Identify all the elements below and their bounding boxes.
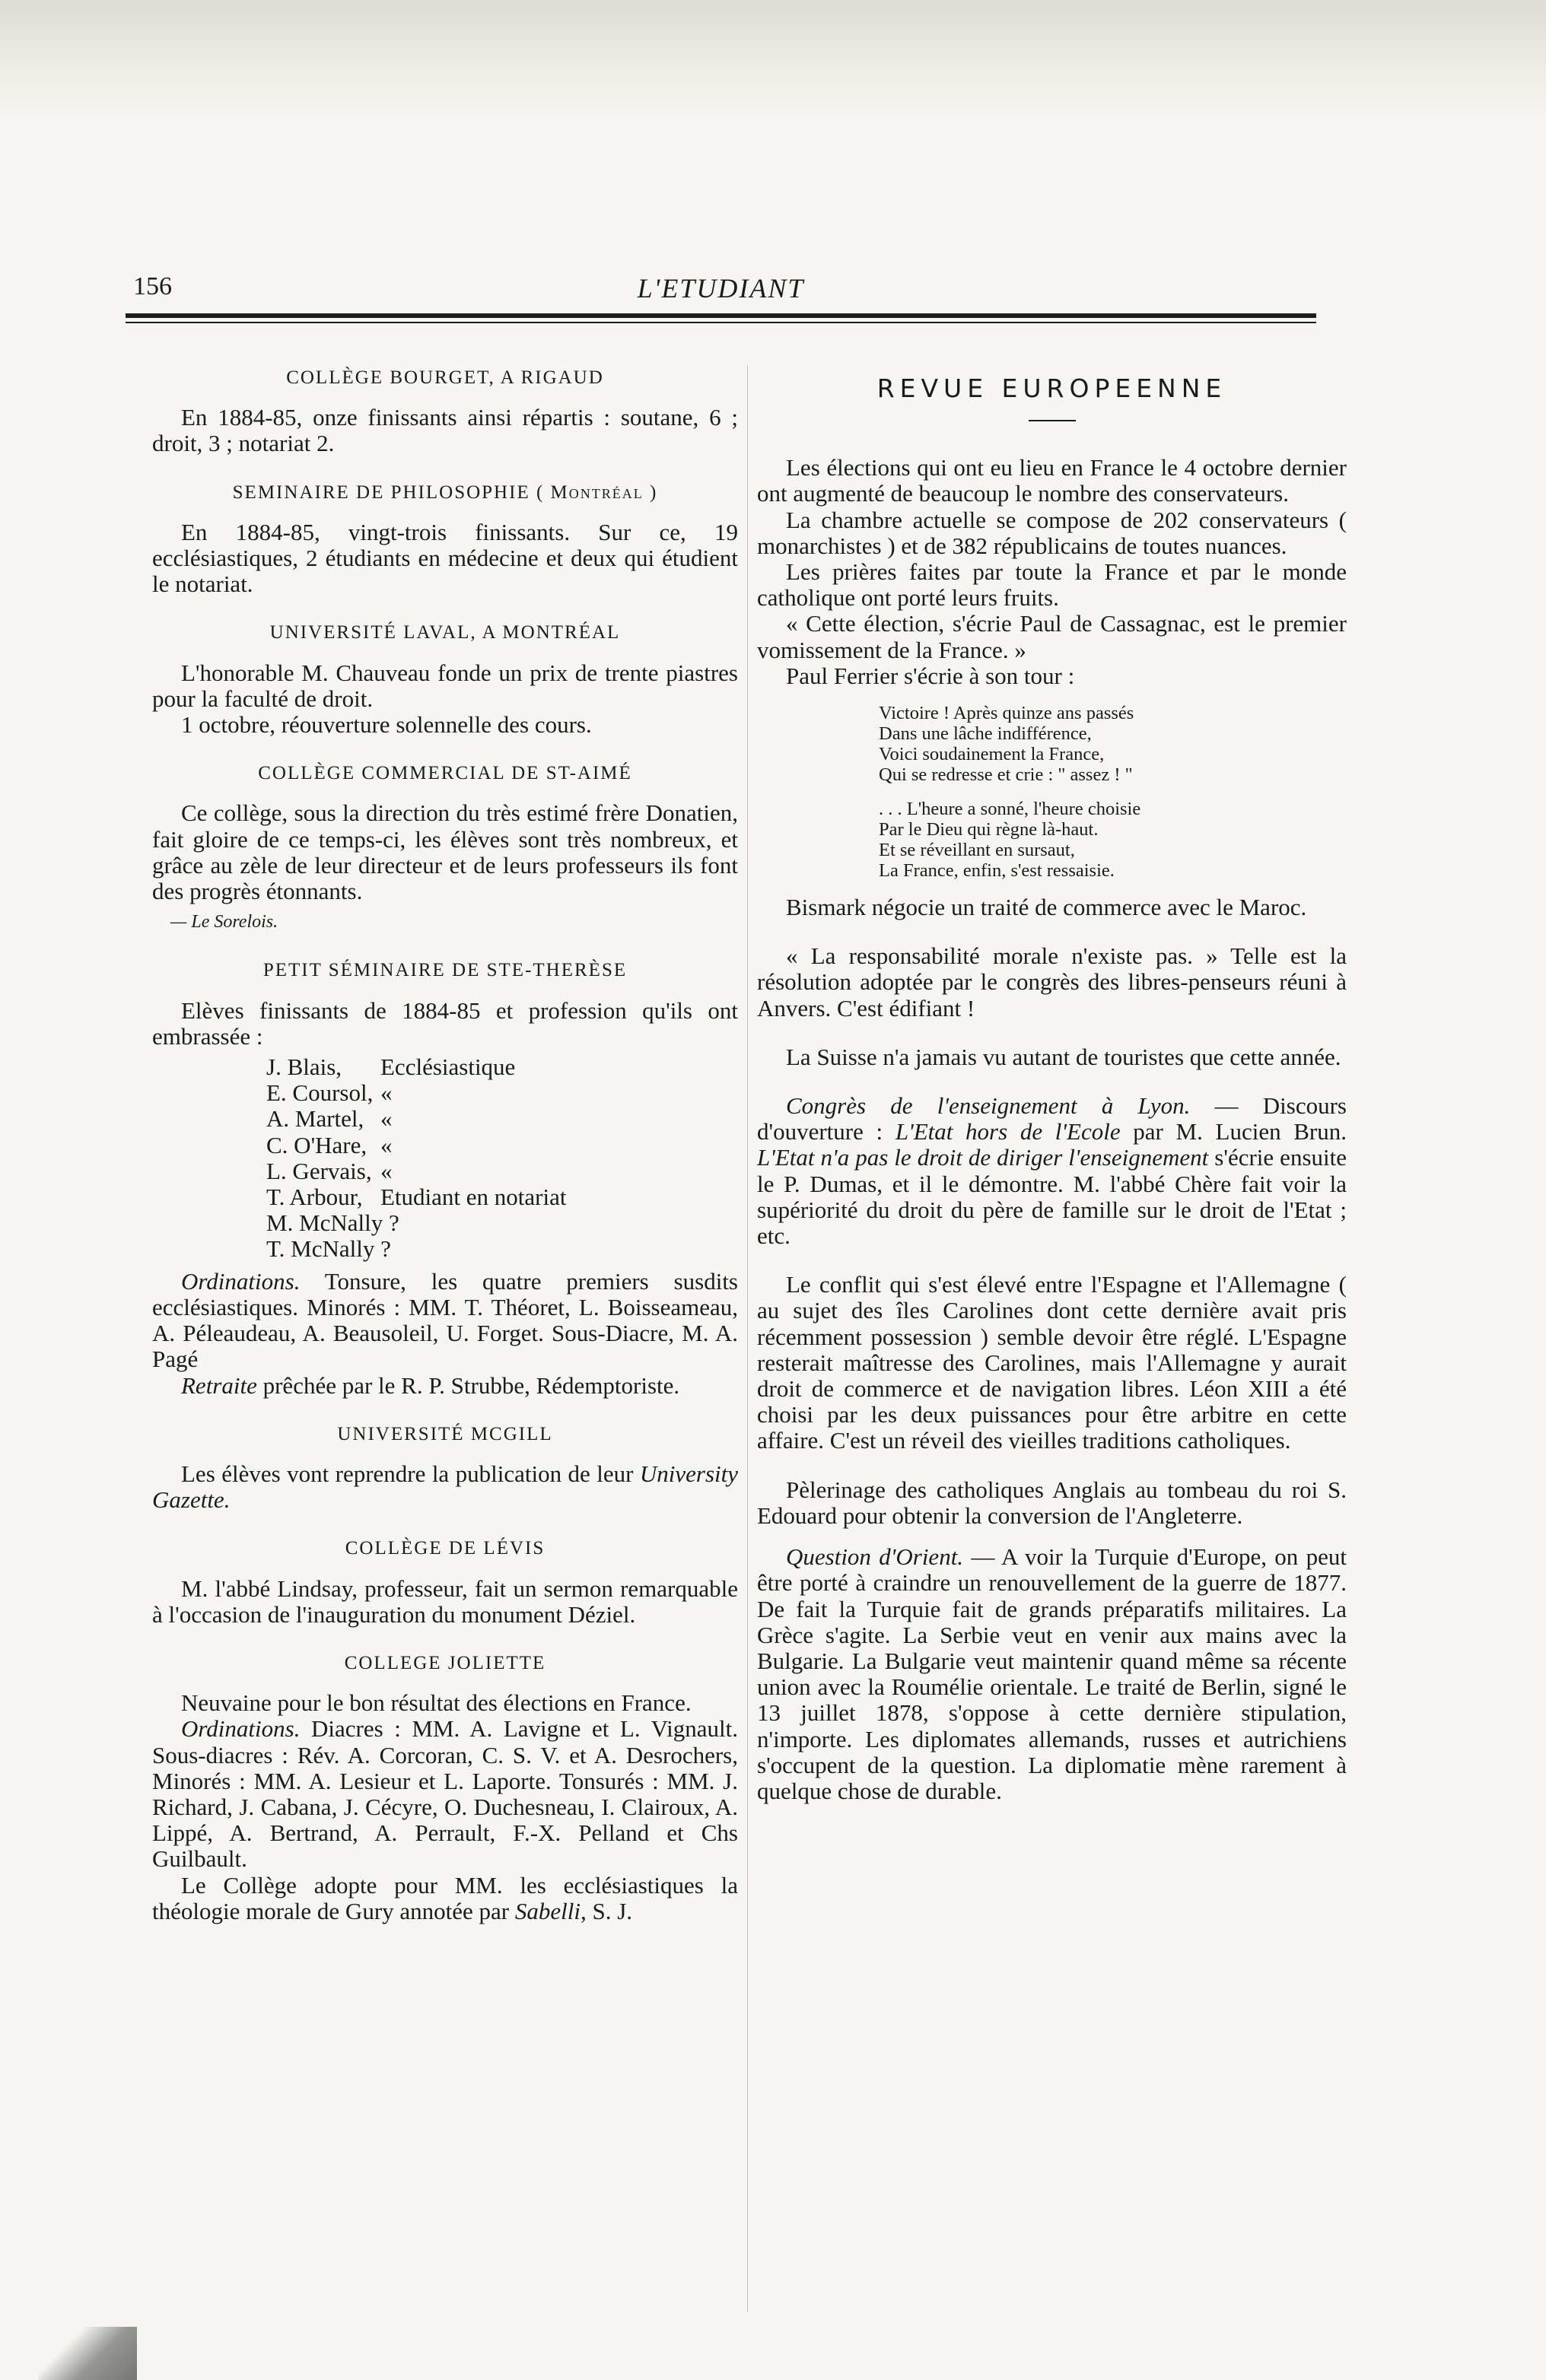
poem-line: Voici soudainement la France, [879, 744, 1105, 765]
section-heading: COLLÈGE BOURGET, A RIGAUD [286, 367, 604, 388]
paragraph: La Suisse n'a jamais vu autant de touristes que cette année. [786, 1043, 1341, 1070]
paragraph: Pèlerinage des catholiques Anglais au tombeau du roi S. Edouard pour obtenir la conversion de l'Angleterre. [757, 1476, 1347, 1529]
poem-line: Qui se redresse et crie : " assez ! " [879, 764, 1133, 786]
graduate-row: T. McNally ? [266, 1235, 391, 1263]
paragraph: En 1884-85, onze finissants ainsi répartis : soutane, 6 ; droit, 3 ; notariat 2. [152, 404, 738, 457]
paragraph: M. l'abbé Lindsay, professeur, fait un sermon remarquable à l'occasion de l'inauguration du monument Déziel. [152, 1574, 738, 1628]
source-credit: — Le Sorelois. [170, 912, 278, 933]
title-rule [1029, 420, 1076, 421]
poem-line: Par le Dieu qui règne là-haut. [879, 819, 1099, 840]
page-number: 156 [133, 272, 172, 300]
paragraph: Paul Ferrier s'écrie à son tour : [786, 662, 1075, 689]
paragraph: 1 octobre, réouverture solennelle des cours. [181, 711, 592, 739]
graduate-row: J. Blais, Ecclésiastique [266, 1053, 516, 1081]
page-top-stain [0, 0, 1546, 122]
poem-line: Victoire ! Après quinze ans passés [879, 703, 1134, 724]
poem-line: Et se réveillant en sursaut, [879, 840, 1075, 861]
section-heading: PETIT SÉMINAIRE DE STE-THERÈSE [262, 960, 628, 981]
paragraph: Le Collège adopte pour MM. les ecclésiastiques la théologie morale de Gury annotée par Sabelli, S. J. [152, 1871, 738, 1924]
running-title: L'ETUDIANT [637, 273, 805, 303]
paragraph: Neuvaine pour le bon résultat des élections en France. [181, 1689, 692, 1717]
graduate-row: M. McNally ? [266, 1209, 399, 1237]
right-column [757, 350, 1347, 1804]
graduate-row: T. Arbour, Etudiant en notariat [266, 1184, 567, 1211]
section-heading: COLLEGE JOLIETTE [344, 1652, 546, 1673]
left-column [152, 350, 738, 1924]
paragraph: « Cette élection, s'écrie Paul de Cassagnac, est le premier vomissement de la France. » [757, 610, 1347, 663]
poem [879, 703, 1347, 881]
section-heading: UNIVERSITÉ MCGILL [337, 1423, 553, 1444]
section-heading: COLLÈGE DE LÉVIS [345, 1538, 546, 1559]
ordinations-paragraph: Ordinations. Diacres : MM. A. Lavigne et L. Vignault. Sous-diacres : Rév. A. Corcoran, C. S. V. et A. Desrochers, Minorés : MM. A. Lesieur et L. Laporte. Tonsurés : MM. J. Richard, J. Cabana, J. Cécyre, O. Duchesneau, I. Clairoux, A. Lippé, A. Bertrand, A. Perrault, F.-X. Pelland et Chs Guilbault. [152, 1715, 738, 1873]
poem-line: La France, enfin, s'est ressaisie. [879, 860, 1115, 882]
section-heading: UNIVERSITÉ LAVAL, A MONTRÉAL [269, 622, 621, 643]
page-header [126, 272, 1316, 303]
paragraph: L'honorable M. Chauveau fonde un prix de trente piastres pour la faculté de droit. [152, 659, 738, 712]
paragraph: Les élèves vont reprendre la publication de leur University Gazette. [152, 1460, 738, 1514]
paragraph: Ce collège, sous la direction du très estimé frère Donatien, fait gloire de ce temps-ci, les élèves sont très nombreux, et grâce au zèle de leur directeur et de leurs professeurs ils font des progrès étonnants. [152, 799, 738, 905]
paragraph: Le conflit qui s'est élevé entre l'Espagne et l'Allemagne ( au sujet des îles Carolines dont cette dernière avait pris récemment possession ) semble devoir être réglé. L'Espagne resterait maîtresse des Carolines, mais l'Allemagne y aurait droit de commerce et de navigation libres. Léon XIII a été choisi par les deux puissances pour être arbitre en cette affaire. C'est un réveil des vieilles traditions catholiques. [757, 1271, 1347, 1454]
paragraph: Congrès de l'enseignement à Lyon. — Discours d'ouverture : L'Etat hors de l'Ecole par M. Lucien Brun. L'Etat n'a pas le droit de diriger l'enseignement s'écrie ensuite le P. Dumas, et il le démontre. M. l'abbé Chère fait voir la supériorité du droit du père de famille sur le droit de l'Etat ; etc. [757, 1092, 1347, 1250]
paragraph: Les élections qui ont eu lieu en France le 4 octobre dernier ont augmenté de beaucoup le nombre des conservateurs. [757, 454, 1347, 507]
graduate-row: L. Gervais, « [266, 1157, 393, 1184]
paragraph: La chambre actuelle se compose de 202 conservateurs ( monarchistes ) et de 382 républicains de toutes nuances. [757, 506, 1347, 559]
section-title: REVUE EUROPEENNE [876, 373, 1227, 403]
page-corner-shadow [38, 2327, 137, 2380]
paragraph: Bismark négocie un traité de commerce avec le Maroc. [786, 894, 1307, 921]
graduates-list [266, 1054, 738, 1263]
column-divider [747, 365, 748, 2312]
graduate-row: A. Martel, « [266, 1105, 393, 1133]
paragraph: « La responsabilité morale n'existe pas. » Telle est la résolution adoptée par le congrès des libres-penseurs réuni à Anvers. C'est édifiant ! [757, 942, 1347, 1022]
poem-line: Dans une lâche indifférence, [879, 723, 1092, 745]
header-rule-thin [126, 322, 1316, 323]
graduate-row: E. Coursol, « [266, 1079, 393, 1107]
poem-line: . . . L'heure a sonné, l'heure choisie [879, 799, 1141, 820]
paragraph: Question d'Orient. — A voir la Turquie d'Europe, on peut être porté à craindre un renouvellement de la guerre de 1877. De fait la Turquie fait de grands préparatifs militaires. La Grèce s'agite. La Serbie veut en venir aux mains avec la Bulgarie. La Bulgarie veut maintenir quand même sa récente union avec la Roumélie orientale. Le traité de Berlin, signé le 13 juillet 1878, s'oppose à cette dernière stipulation, n'importe. Les diplomates allemands, russes et autrichiens s'occupent de la question. La diplomatie mène rarement à quelque chose de durable. [757, 1543, 1347, 1804]
paragraph: En 1884-85, vingt-trois finissants. Sur ce, 19 ecclésiastiques, 2 étudiants en médecine et deux qui étudient le notariat. [152, 518, 738, 598]
retraite-paragraph: Retraite prêchée par le R. P. Strubbe, Rédemptoriste. [181, 1371, 680, 1399]
header-rule-thick [126, 313, 1316, 318]
paragraph: Les prières faites par toute la France et par le monde catholique ont porté leurs fruits. [757, 558, 1347, 612]
ordinations-paragraph: Ordinations. Tonsure, les quatre premiers susdits ecclésiastiques. Minorés : MM. T. Théoret, L. Boisseameau, A. Péleaudeau, A. Beausoleil, U. Forget. Sous-Diacre, M. A. Pagé [152, 1267, 738, 1373]
graduate-row: C. O'Hare, « [266, 1131, 393, 1158]
section-heading: SEMINAIRE DE PHILOSOPHIE ( Montréal ) [232, 481, 658, 503]
poem-stanza [879, 703, 1347, 785]
poem-stanza [879, 799, 1347, 881]
section-heading: COLLÈGE COMMERCIAL DE ST-AIMÉ [258, 763, 632, 784]
paragraph: Elèves finissants de 1884-85 et profession qu'ils ont embrassée : [152, 996, 738, 1050]
